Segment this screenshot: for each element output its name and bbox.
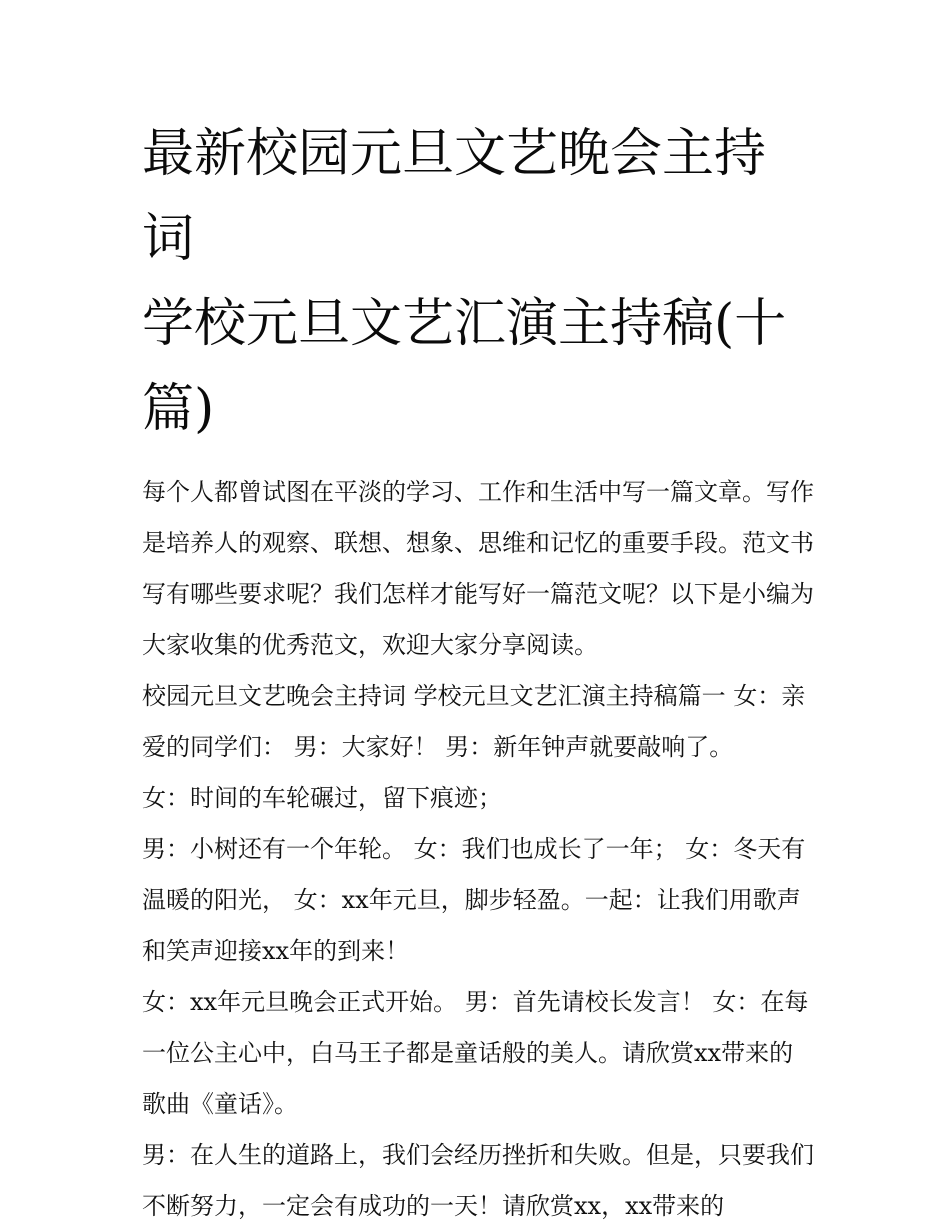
script-paragraph-4: 女：xx年元旦晚会正式开始。 男：首先请校长发言！ 女：在每一位公主心中，白马王子都是童话般的美人。请欣赏xx带来的歌曲《童话》。 [142, 988, 809, 1118]
document-body [142, 467, 814, 1232]
title-line-3: 篇) [142, 379, 215, 439]
document-page [142, 112, 814, 1232]
document-title [142, 112, 814, 452]
script-paragraph-5: 男：在人生的道路上，我们会经历挫折和失败。但是，只要我们不断努力，一定会有成功的一天！请欣赏xx，xx带来的 [142, 1141, 814, 1220]
script-paragraph-1: 校园元旦文艺晚会主持词 学校元旦文艺汇演主持稿篇一 女：亲爱的同学们： 男：大家好！ 男：新年钟声就要敲响了。 [142, 682, 806, 761]
title-line-1: 最新校园元旦文艺晚会主持词 [142, 124, 767, 269]
intro-paragraph: 每个人都曾试图在平淡的学习、工作和生活中写一篇文章。写作是培养人的观察、联想、想象、思维和记忆的重要手段。范文书写有哪些要求呢？我们怎样才能写好一篇范文呢？以下是小编为大家收集的优秀范文，欢迎大家分享阅读。 [142, 478, 814, 659]
title-line-2: 学校元旦文艺汇演主持稿(十 [142, 294, 787, 354]
script-paragraph-2: 女：时间的车轮碾过，留下痕迹； [142, 784, 502, 812]
script-paragraph-3: 男：小树还有一个年轮。 女：我们也成长了一年； 女：冬天有温暖的阳光， 女：xx年元旦，脚步轻盈。一起：让我们用歌声和笑声迎接xx年的到来！ [142, 835, 806, 965]
